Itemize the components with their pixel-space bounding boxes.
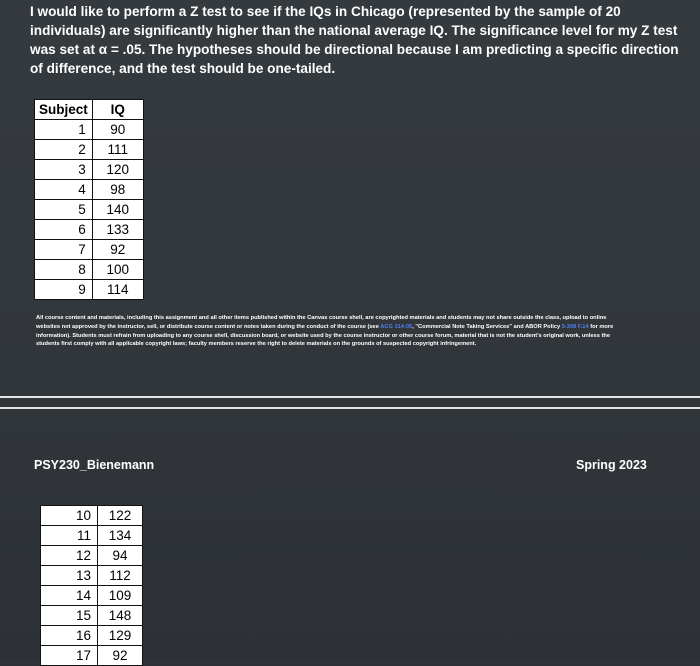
policy-link-acg[interactable]: ACG 314-05 xyxy=(380,323,413,330)
iq-cell: 92 xyxy=(92,240,143,260)
divider xyxy=(0,407,700,409)
term-label: Spring 2023 xyxy=(576,458,647,472)
iq-cell: 120 xyxy=(92,160,143,180)
subject-cell: 11 xyxy=(41,526,98,546)
subject-cell: 12 xyxy=(41,546,98,566)
subject-cell: 17 xyxy=(41,646,98,666)
table-row xyxy=(41,606,143,626)
subject-column-header: Subject xyxy=(35,100,93,120)
iq-column-header: IQ xyxy=(92,100,143,120)
table-row xyxy=(35,120,144,140)
iq-cell: 90 xyxy=(92,120,143,140)
table-row xyxy=(41,526,143,546)
table-row xyxy=(41,646,143,666)
table-row xyxy=(35,180,144,200)
copyright-notice xyxy=(36,314,626,349)
table-row xyxy=(35,220,144,240)
table-row xyxy=(35,200,144,220)
subject-cell: 16 xyxy=(41,626,98,646)
subject-cell: 4 xyxy=(35,180,93,200)
divider xyxy=(0,396,700,398)
subject-cell: 2 xyxy=(35,140,93,160)
table-header-row xyxy=(35,100,144,120)
subject-cell: 8 xyxy=(35,260,93,280)
policy-link-abor[interactable]: 5-308 F.14 xyxy=(561,323,589,330)
subject-cell: 13 xyxy=(41,566,98,586)
table-row xyxy=(35,240,144,260)
iq-cell: 100 xyxy=(92,260,143,280)
notice-text-1: All course content and materials, including this assignment and all other items published within the Canvas course shell, are copyrighted materials and students may not share outside the class, upload to online websites not approved by the instructor, sell, or distribute course content or notes taken during the conduct of the course (see xyxy=(36,315,607,330)
course-code: PSY230_Bienemann xyxy=(34,458,155,472)
iq-cell: 122 xyxy=(98,506,143,526)
table-row xyxy=(35,140,144,160)
table-row xyxy=(41,586,143,606)
table-row xyxy=(41,546,143,566)
iq-cell: 98 xyxy=(92,180,143,200)
subject-cell: 10 xyxy=(41,506,98,526)
subject-cell: 6 xyxy=(35,220,93,240)
iq-cell: 129 xyxy=(98,626,143,646)
iq-table-part2 xyxy=(40,505,143,666)
iq-cell: 112 xyxy=(98,566,143,586)
subject-cell: 7 xyxy=(35,240,93,260)
subject-cell: 14 xyxy=(41,586,98,606)
notice-text-2: , "Commercial Note Taking Services" and ABOR Policy xyxy=(412,323,562,330)
subject-cell: 5 xyxy=(35,200,93,220)
iq-cell: 133 xyxy=(92,220,143,240)
iq-cell: 134 xyxy=(98,526,143,546)
table-row xyxy=(35,160,144,180)
iq-cell: 148 xyxy=(98,606,143,626)
iq-cell: 111 xyxy=(92,140,143,160)
iq-cell: 92 xyxy=(98,646,143,666)
subject-cell: 15 xyxy=(41,606,98,626)
notice-text-3: for more information). Students must refrain from uploading to any course shell, discussion board, or website used by the course instructor or other course forum, material that is not the student's original work, unless the students first comply with all applicable copyright laws; faculty members reserve the right to delete materials on the grounds of suspected copyright infringement. xyxy=(36,323,614,348)
question-text: I would like to perform a Z test to see if the IQs in Chicago (represented by the sample of 20 individuals) are significantly higher than the national average IQ. The significance level for my Z test was set at α = .05. The hypotheses should be directional because I am predicting a specific direction of difference, and the test should be one-tailed. xyxy=(30,4,679,76)
iq-table-part1 xyxy=(34,99,144,300)
iq-cell: 109 xyxy=(98,586,143,606)
table-row xyxy=(35,280,144,300)
iq-cell: 140 xyxy=(92,200,143,220)
table-row xyxy=(35,260,144,280)
table-row xyxy=(41,506,143,526)
iq-cell: 114 xyxy=(92,280,143,300)
subject-cell: 3 xyxy=(35,160,93,180)
table-row xyxy=(41,566,143,586)
subject-cell: 9 xyxy=(35,280,93,300)
subject-cell: 1 xyxy=(35,120,93,140)
table-row xyxy=(41,626,143,646)
iq-cell: 94 xyxy=(98,546,143,566)
